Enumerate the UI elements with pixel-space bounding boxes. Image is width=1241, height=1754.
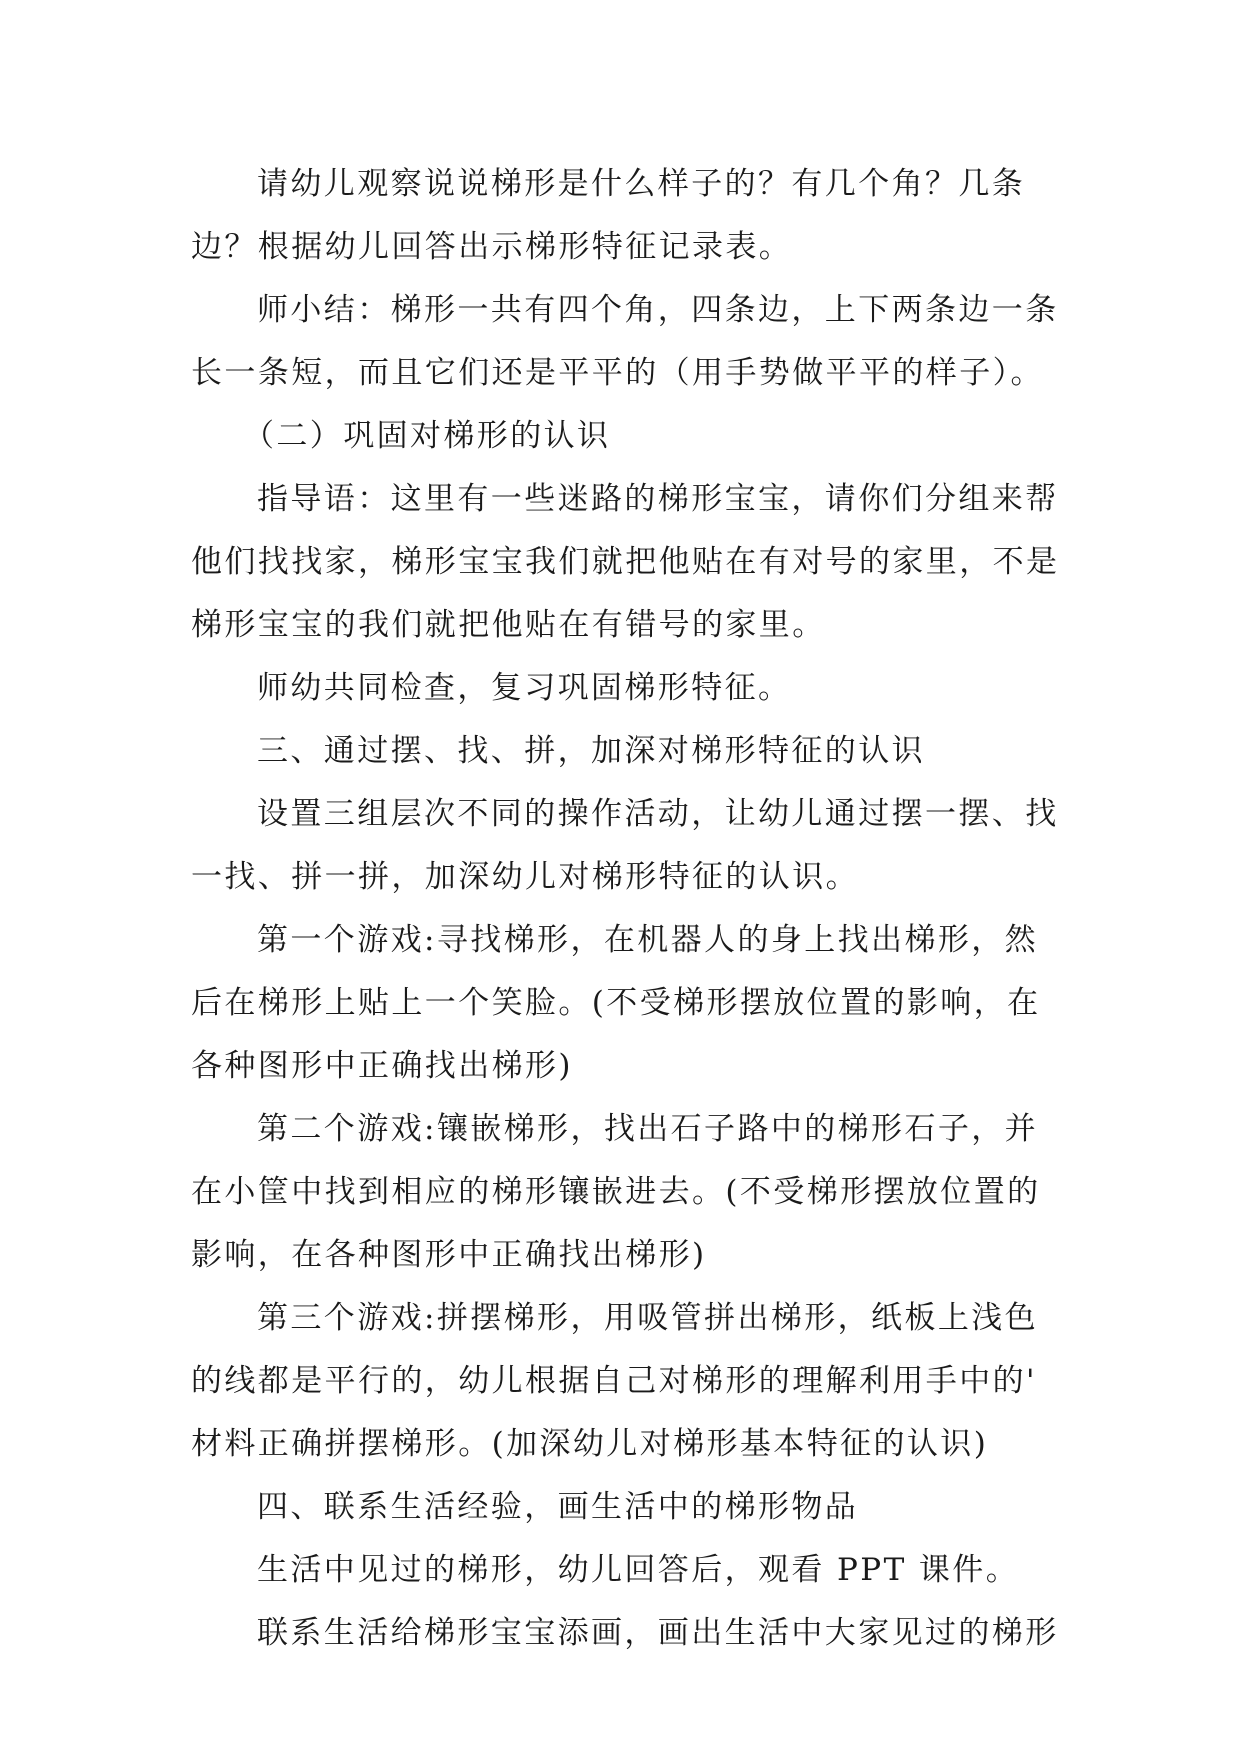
paragraph-line: 生活中见过的梯形，幼儿回答后，观看 PPT 课件。	[257, 1552, 1020, 1588]
paragraph-line: 一找、拼一拼，加深幼儿对梯形特征的认识。	[191, 859, 859, 895]
section-heading: 三、通过摆、找、拼，加深对梯形特征的认识	[257, 733, 925, 769]
paragraph-line: 在小筐中找到相应的梯形镶嵌进去。(不受梯形摆放位置的	[191, 1174, 1041, 1210]
paragraph-line: 边？根据幼儿回答出示梯形特征记录表。	[191, 229, 793, 265]
paragraph-line: 后在梯形上贴上一个笑脸。(不受梯形摆放位置的影响，在	[191, 985, 1041, 1021]
paragraph-line: 材料正确拼摆梯形。(加深幼儿对梯形基本特征的认识)	[191, 1426, 989, 1462]
paragraph-line: 第三个游戏:拼摆梯形，用吸管拼出梯形，纸板上浅色	[257, 1300, 1039, 1336]
paragraph-line: 影响，在各种图形中正确找出梯形)	[191, 1237, 707, 1273]
section-heading: 四、联系生活经验，画生活中的梯形物品	[257, 1489, 859, 1525]
paragraph-line: 各种图形中正确找出梯形)	[191, 1048, 573, 1084]
paragraph-line: 指导语：这里有一些迷路的梯形宝宝，请你们分组来帮	[257, 481, 1059, 517]
paragraph-line: 第一个游戏:寻找梯形，在机器人的身上找出梯形，然	[257, 922, 1039, 958]
section-heading: （二）巩固对梯形的认识	[243, 418, 611, 454]
paragraph-line: 设置三组层次不同的操作活动，让幼儿通过摆一摆、找	[257, 796, 1059, 832]
paragraph-line: 他们找找家，梯形宝宝我们就把他贴在有对号的家里，不是	[191, 544, 1060, 580]
paragraph-line: 梯形宝宝的我们就把他贴在有错号的家里。	[191, 607, 826, 643]
paragraph-line: 第二个游戏:镶嵌梯形，找出石子路中的梯形石子，并	[257, 1111, 1039, 1147]
paragraph-line: 联系生活给梯形宝宝添画，画出生活中大家见过的梯形	[257, 1615, 1059, 1651]
paragraph-line: 的线都是平行的，幼儿根据自己对梯形的理解利用手中的'	[191, 1363, 1037, 1399]
document-body	[191, 158, 1060, 1660]
paragraph-line: 师小结：梯形一共有四个角，四条边，上下两条边一条	[257, 292, 1059, 328]
paragraph-line: 请幼儿观察说说梯形是什么样子的？有几个角？几条	[257, 166, 1026, 202]
paragraph-line: 长一条短，而且它们还是平平的（用手势做平平的样子）。	[191, 355, 1044, 391]
paragraph-line: 师幼共同检查，复习巩固梯形特征。	[257, 670, 792, 706]
